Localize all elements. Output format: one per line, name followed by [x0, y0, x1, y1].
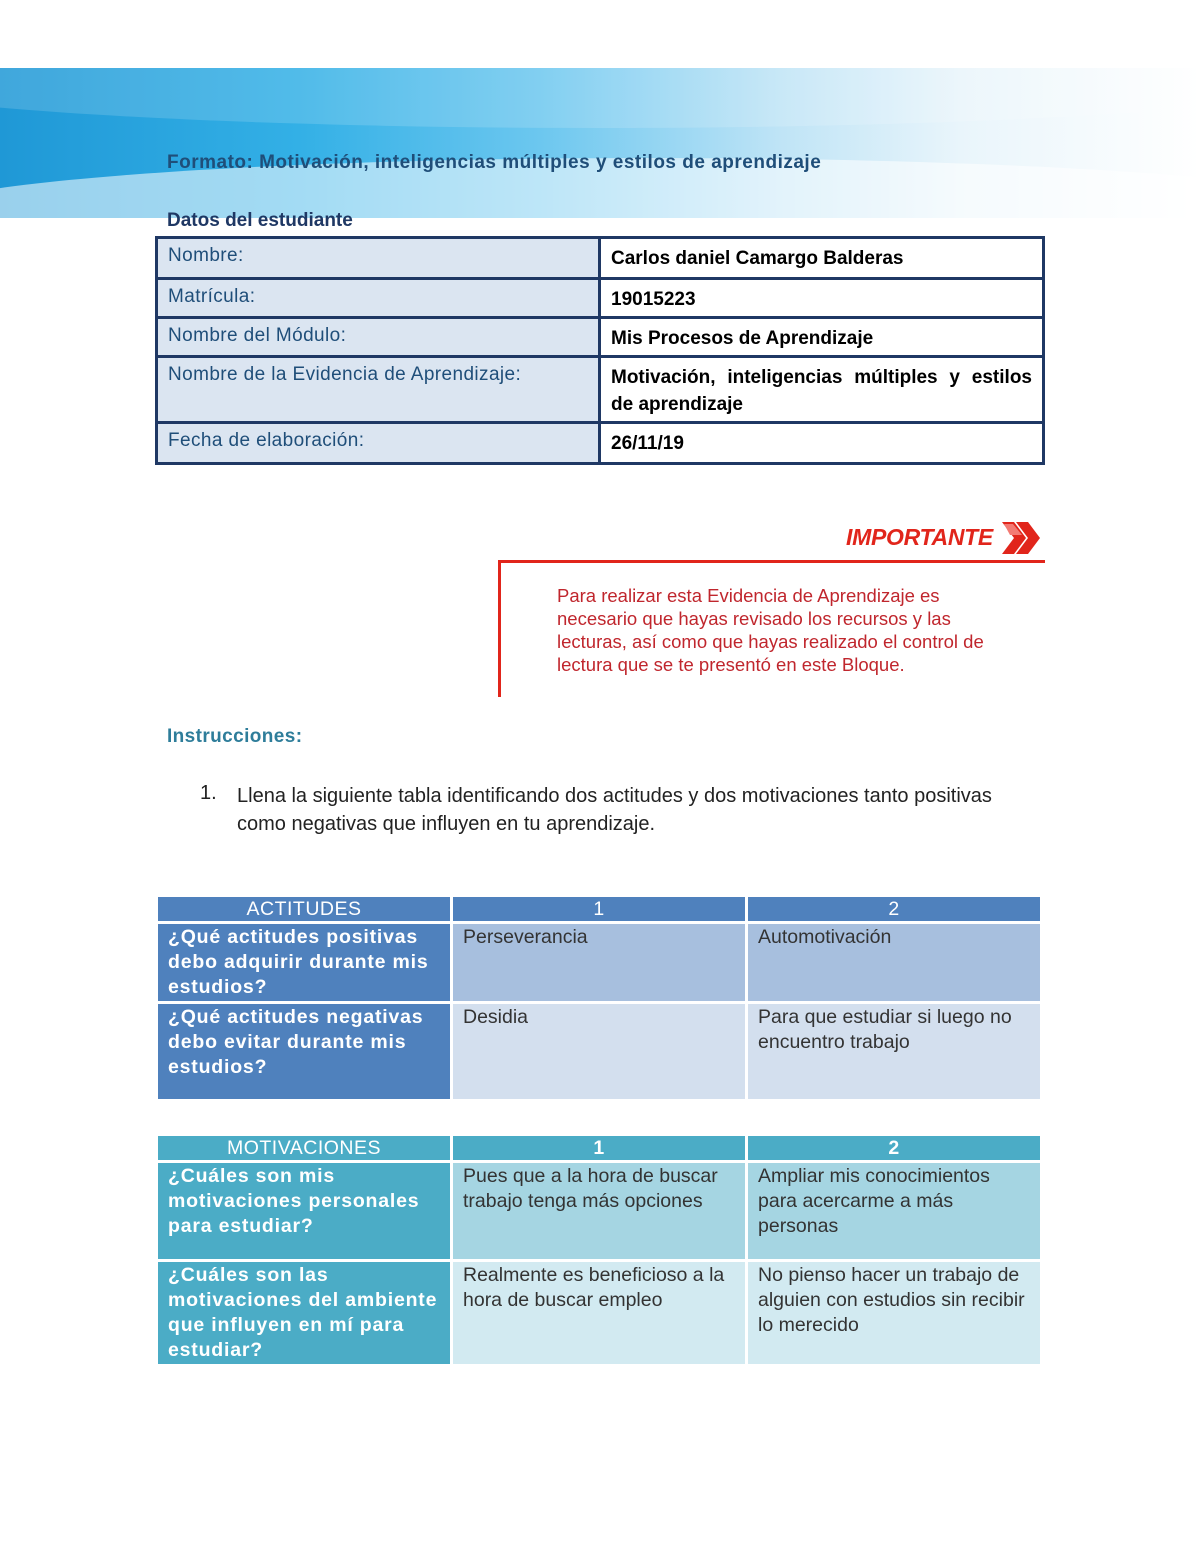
column-header: ACTITUDES [158, 897, 450, 921]
table-row [157, 423, 1044, 464]
field-value-evidence: Motivación, inteligencias múltiples y estilos de aprendizaje [600, 357, 1044, 423]
list-item-number: 1. [200, 782, 217, 804]
table-row [158, 1004, 1040, 1099]
table-row [158, 1163, 1040, 1259]
answer-cell: Perseverancia [453, 924, 745, 1001]
column-header: 2 [748, 897, 1040, 921]
actitudes-table [155, 894, 1043, 1102]
answer-cell: Pues que a la hora de buscar trabajo tenga más opciones [453, 1163, 745, 1259]
field-value-date: 26/11/19 [600, 423, 1044, 464]
column-header: MOTIVACIONES [158, 1136, 450, 1160]
answer-cell: No pienso hacer un trabajo de alguien con estudios sin recibir lo merecido [748, 1262, 1040, 1364]
field-label: Nombre: [157, 238, 600, 279]
table-row [157, 318, 1044, 357]
question-cell: ¿Cuáles son las motivaciones del ambiente que influyen en mí para estudiar? [158, 1262, 450, 1364]
field-label: Fecha de elaboración: [157, 423, 600, 464]
answer-cell: Realmente es beneficioso a la hora de buscar empleo [453, 1262, 745, 1364]
motivaciones-table [155, 1133, 1043, 1367]
table-header-row [158, 1136, 1040, 1160]
table-row [157, 238, 1044, 279]
double-chevron-icon [1000, 518, 1044, 558]
document-title: Formato: Motivación, inteligencias múltiples y estilos de aprendizaje [167, 152, 822, 173]
header-banner [0, 68, 1200, 218]
answer-cell: Ampliar mis conocimientos para acercarme a más personas [748, 1163, 1040, 1259]
student-data-heading: Datos del estudiante [167, 210, 353, 231]
table-row [157, 357, 1044, 423]
question-cell: ¿Cuáles son mis motivaciones personales para estudiar? [158, 1163, 450, 1259]
column-header: 1 [453, 1136, 745, 1160]
answer-cell: Desidia [453, 1004, 745, 1099]
answer-cell: Para que estudiar si luego no encuentro trabajo [748, 1004, 1040, 1099]
field-label: Matrícula: [157, 279, 600, 318]
answer-cell: Automotivación [748, 924, 1040, 1001]
question-cell: ¿Qué actitudes positivas debo adquirir durante mis estudios? [158, 924, 450, 1001]
important-note: Para realizar esta Evidencia de Aprendizaje es necesario que hayas revisado los recursos y las lecturas, así como que hayas realizado el control de lectura que se te presentó en este Bloque. [557, 585, 984, 675]
student-data-table [155, 236, 1045, 465]
important-title: IMPORTANTE [846, 524, 993, 550]
important-divider [498, 560, 1045, 563]
field-label: Nombre del Módulo: [157, 318, 600, 357]
table-row [158, 1262, 1040, 1364]
table-row [157, 279, 1044, 318]
field-value-id: 19015223 [600, 279, 1044, 318]
field-label: Nombre de la Evidencia de Aprendizaje: [157, 357, 600, 423]
field-value-module: Mis Procesos de Aprendizaje [600, 318, 1044, 357]
table-header-row [158, 897, 1040, 921]
important-side-bar [498, 560, 501, 697]
banner-wave-decoration [0, 68, 1200, 128]
column-header: 1 [453, 897, 745, 921]
table-row [158, 924, 1040, 1001]
field-value-name: Carlos daniel Camargo Balderas [600, 238, 1044, 279]
column-header: 2 [748, 1136, 1040, 1160]
instructions-heading: Instrucciones: [167, 726, 303, 747]
instruction-text: Llena la siguiente tabla identificando dos actitudes y dos motivaciones tanto positivas como negativas que influyen en tu aprendizaje. [237, 785, 992, 835]
question-cell: ¿Qué actitudes negativas debo evitar durante mis estudios? [158, 1004, 450, 1099]
